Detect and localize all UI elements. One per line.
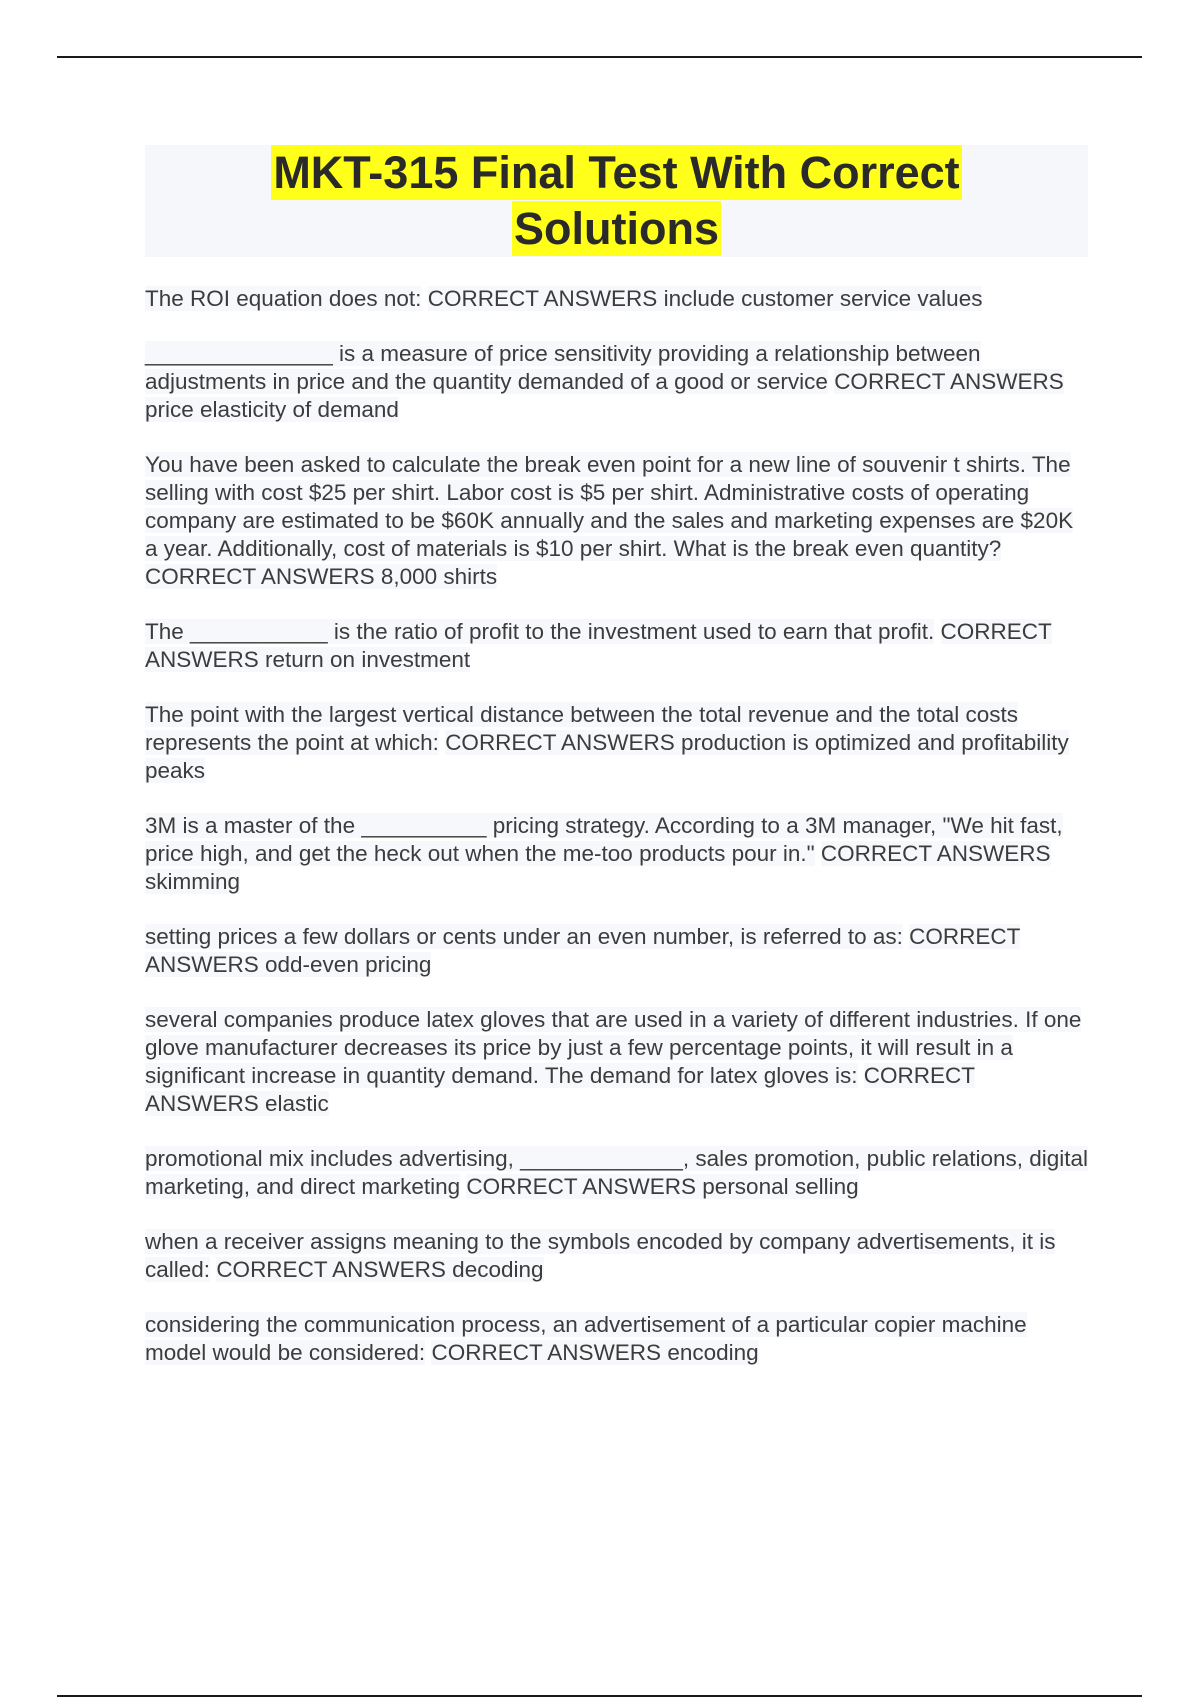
answer-text: CORRECT ANSWERS elastic bbox=[145, 1063, 976, 1116]
qa-item-4 bbox=[145, 618, 1090, 674]
qa-item-7 bbox=[145, 923, 1090, 979]
answer-text: CORRECT ANSWERS skimming bbox=[145, 841, 1051, 894]
qa-item-11 bbox=[145, 1311, 1090, 1367]
document-title-line-1: MKT-315 Final Test With Correct bbox=[273, 147, 960, 198]
answer-text: CORRECT ANSWERS personal selling bbox=[466, 1174, 859, 1199]
question-text: You have been asked to calculate the break even point for a new line of souvenir t shirts. The selling with cost $25 per shirt. Labor cost is $5 per shirt. Administrative costs of operating company are estimated to be $60K annually and the sales and marketing expenses are $20K a year. Additionally, cost of materials is $10 per shirt. What is the break even quantity? bbox=[145, 452, 1074, 561]
qa-item-9 bbox=[145, 1145, 1090, 1201]
answer-text: CORRECT ANSWERS odd-even pricing bbox=[145, 924, 1021, 977]
question-text: promotional mix includes advertising, _____________, sales promotion, public relations, digital marketing, and direct marketing bbox=[145, 1146, 1089, 1199]
qa-item-8 bbox=[145, 1006, 1090, 1118]
answer-text: CORRECT ANSWERS 8,000 shirts bbox=[145, 564, 498, 589]
question-text: when a receiver assigns meaning to the symbols encoded by company advertisements, it is called: bbox=[145, 1229, 1056, 1282]
document-title-line-2: Solutions bbox=[514, 203, 719, 254]
question-text: setting prices a few dollars or cents under an even number, is referred to as: bbox=[145, 924, 903, 949]
question-text: considering the communication process, an advertisement of a particular copier machine model would be considered: bbox=[145, 1312, 1027, 1365]
answer-text: CORRECT ANSWERS production is optimized and profitability peaks bbox=[145, 730, 1069, 783]
qa-item-5 bbox=[145, 701, 1090, 785]
question-text: several companies produce latex gloves that are used in a variety of different industries. If one glove manufacturer decreases its price by just a few percentage points, it will result in a significant increase in quantity demand. The demand for latex gloves is: bbox=[145, 1007, 1082, 1088]
answer-text: CORRECT ANSWERS include customer service values bbox=[427, 286, 983, 311]
answer-text: CORRECT ANSWERS encoding bbox=[431, 1340, 759, 1365]
question-text: The ___________ is the ratio of profit to the investment used to earn that profit. bbox=[145, 619, 935, 644]
question-text: The point with the largest vertical distance between the total revenue and the total costs represents the point at which: bbox=[145, 702, 1019, 755]
question-text: 3M is a master of the __________ pricing strategy. According to a 3M manager, "We hit fast, price high, and get the heck out when the me-too products pour in." bbox=[145, 813, 1063, 866]
qa-item-6 bbox=[145, 812, 1090, 896]
answer-text: CORRECT ANSWERS price elasticity of demand bbox=[145, 369, 1064, 422]
answer-text: CORRECT ANSWERS return on investment bbox=[145, 619, 1052, 672]
qa-item-3 bbox=[145, 451, 1090, 591]
question-text: The ROI equation does not: bbox=[145, 286, 422, 311]
qa-item-2 bbox=[145, 340, 1090, 424]
question-text: _______________ is a measure of price sensitivity providing a relationship between adjustments in price and the quantity demanded of a good or service bbox=[145, 341, 981, 394]
question-answer-list bbox=[145, 285, 1090, 1394]
bottom-rule bbox=[57, 1695, 1142, 1697]
top-rule bbox=[57, 56, 1142, 58]
qa-item-10 bbox=[145, 1228, 1090, 1284]
title-block bbox=[145, 145, 1088, 257]
qa-item-1 bbox=[145, 285, 1090, 313]
answer-text: CORRECT ANSWERS decoding bbox=[216, 1257, 544, 1282]
